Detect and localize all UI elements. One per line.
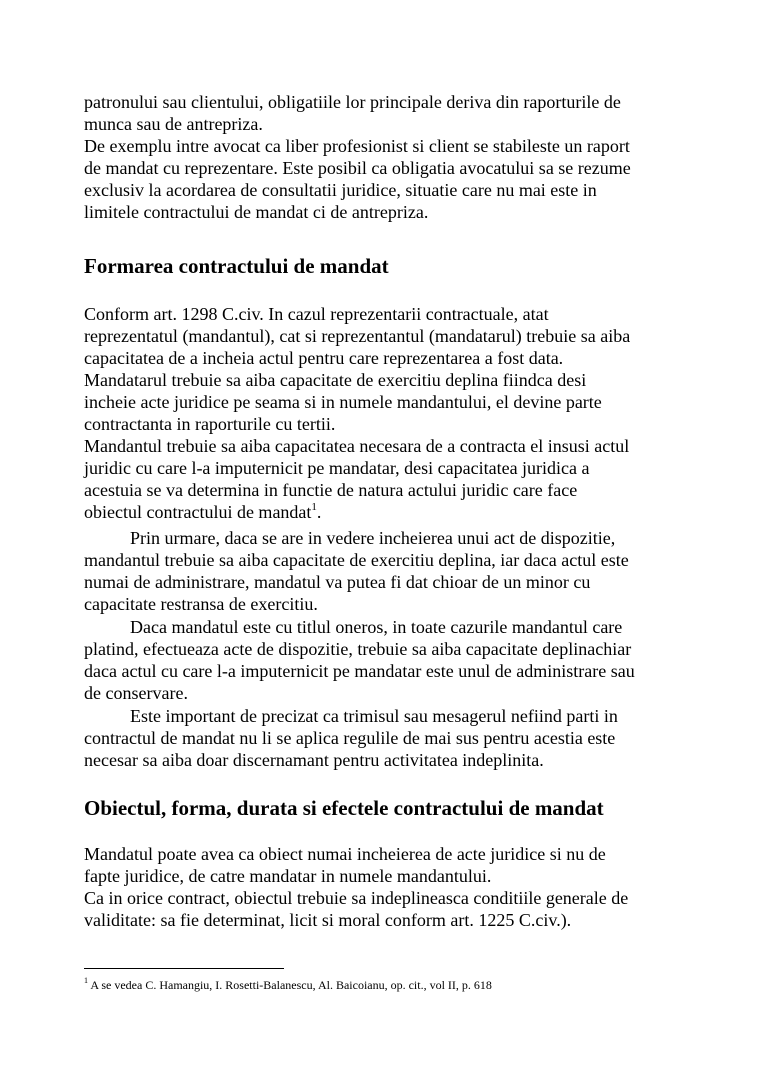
text-line: contractul de mandat nu li se aplica regulile de mai sus pentru acestia este	[84, 728, 616, 748]
text-line: Conform art. 1298 C.civ. In cazul reprezentarii contractuale, atat	[84, 304, 549, 324]
section1-paragraph-2	[84, 527, 704, 615]
section1-paragraph-4	[84, 705, 704, 771]
text-line: reprezentatul (mandantul), cat si reprezentantul (mandatarul) trebuie sa aiba	[84, 326, 631, 346]
text-line: Mandatarul trebuie sa aiba capacitate de exercitiu deplina fiindca desi	[84, 370, 587, 390]
text-line: Mandantul trebuie sa aiba capacitatea necesara de a contracta el insusi actul	[84, 436, 630, 456]
text-line: patronului sau clientului, obligatiile lor principale deriva din raporturile de	[84, 92, 621, 112]
text-line: platind, efectueaza acte de dispozitie, trebuie sa aiba capacitate deplinachiar	[84, 639, 632, 659]
text-line: Mandatul poate avea ca obiect numai incheierea de acte juridice si nu de	[84, 844, 606, 864]
text-line: de mandat cu reprezentare. Este posibil ca obligatia avocatului sa se rezume	[84, 158, 631, 178]
intro-paragraph	[84, 91, 704, 223]
text-line: munca sau de antrepriza.	[84, 114, 263, 134]
text-line: capacitatea de a incheia actul pentru care reprezentarea a fost data.	[84, 348, 564, 368]
section1-paragraph-3	[84, 616, 704, 704]
text-line	[84, 501, 704, 523]
text-line: mandantul trebuie sa aiba capacitate de exercitiu deplina, iar daca actul este	[84, 550, 629, 570]
text-line: validitate: sa fie determinat, licit si moral conform art. 1225 C.civ.).	[84, 910, 572, 930]
text-line: numai de administrare, mandatul va putea fi dat chioar de un minor cu	[84, 572, 591, 592]
text-line: Prin urmare, daca se are in vedere incheierea unui act de dispozitie,	[130, 528, 616, 548]
footnote	[84, 977, 492, 993]
text-line: Ca in orice contract, obiectul trebuie sa indeplineasca conditiile generale de	[84, 888, 629, 908]
text-line: capacitate restransa de exercitiu.	[84, 594, 318, 614]
footnote-marker: 1	[84, 976, 88, 985]
text-line: daca actul cu care l-a imputernicit pe mandatar este unul de administrare sau	[84, 661, 635, 681]
section-heading-formation: Formarea contractului de mandat	[84, 254, 389, 278]
text-fragment: obiectul contractului de mandat	[84, 502, 312, 522]
section2-paragraph-1	[84, 843, 704, 931]
text-line: Daca mandatul este cu titlul oneros, in toate cazurile mandantul care	[130, 617, 623, 637]
text-line: de conservare.	[84, 683, 188, 703]
text-line: Este important de precizat ca trimisul sau mesagerul nefiind parti in	[130, 706, 618, 726]
footnote-text: A se vedea C. Hamangiu, I. Rosetti-Balanescu, Al. Baicoianu, op. cit., vol II, p. 618	[88, 978, 492, 992]
text-line: De exemplu intre avocat ca liber profesionist si client se stabileste un raport	[84, 136, 630, 156]
text-line: juridic cu care l-a imputernicit pe mandatar, desi capacitatea juridica a	[84, 458, 590, 478]
text-line: exclusiv la acordarea de consultatii juridice, situatie care nu mai este in	[84, 180, 597, 200]
text-line: contractanta in raporturile cu tertii.	[84, 414, 336, 434]
footnote-separator	[84, 968, 284, 969]
text-line: necesar sa aiba doar discernamant pentru activitatea indeplinita.	[84, 750, 544, 770]
text-line: acestuia se va determina in functie de natura actului juridic care face	[84, 480, 578, 500]
text-line: incheie acte juridice pe seama si in numele mandantului, el devine parte	[84, 392, 602, 412]
section-heading-object-form: Obiectul, forma, durata si efectele contractului de mandat	[84, 796, 604, 820]
text-line: fapte juridice, de catre mandatar in numele mandantului.	[84, 866, 492, 886]
text-line: limitele contractului de mandat ci de antrepriza.	[84, 202, 429, 222]
section1-paragraph-1	[84, 303, 704, 523]
footnote-reference[interactable]: 1	[311, 501, 317, 513]
text-fragment: .	[316, 502, 322, 522]
